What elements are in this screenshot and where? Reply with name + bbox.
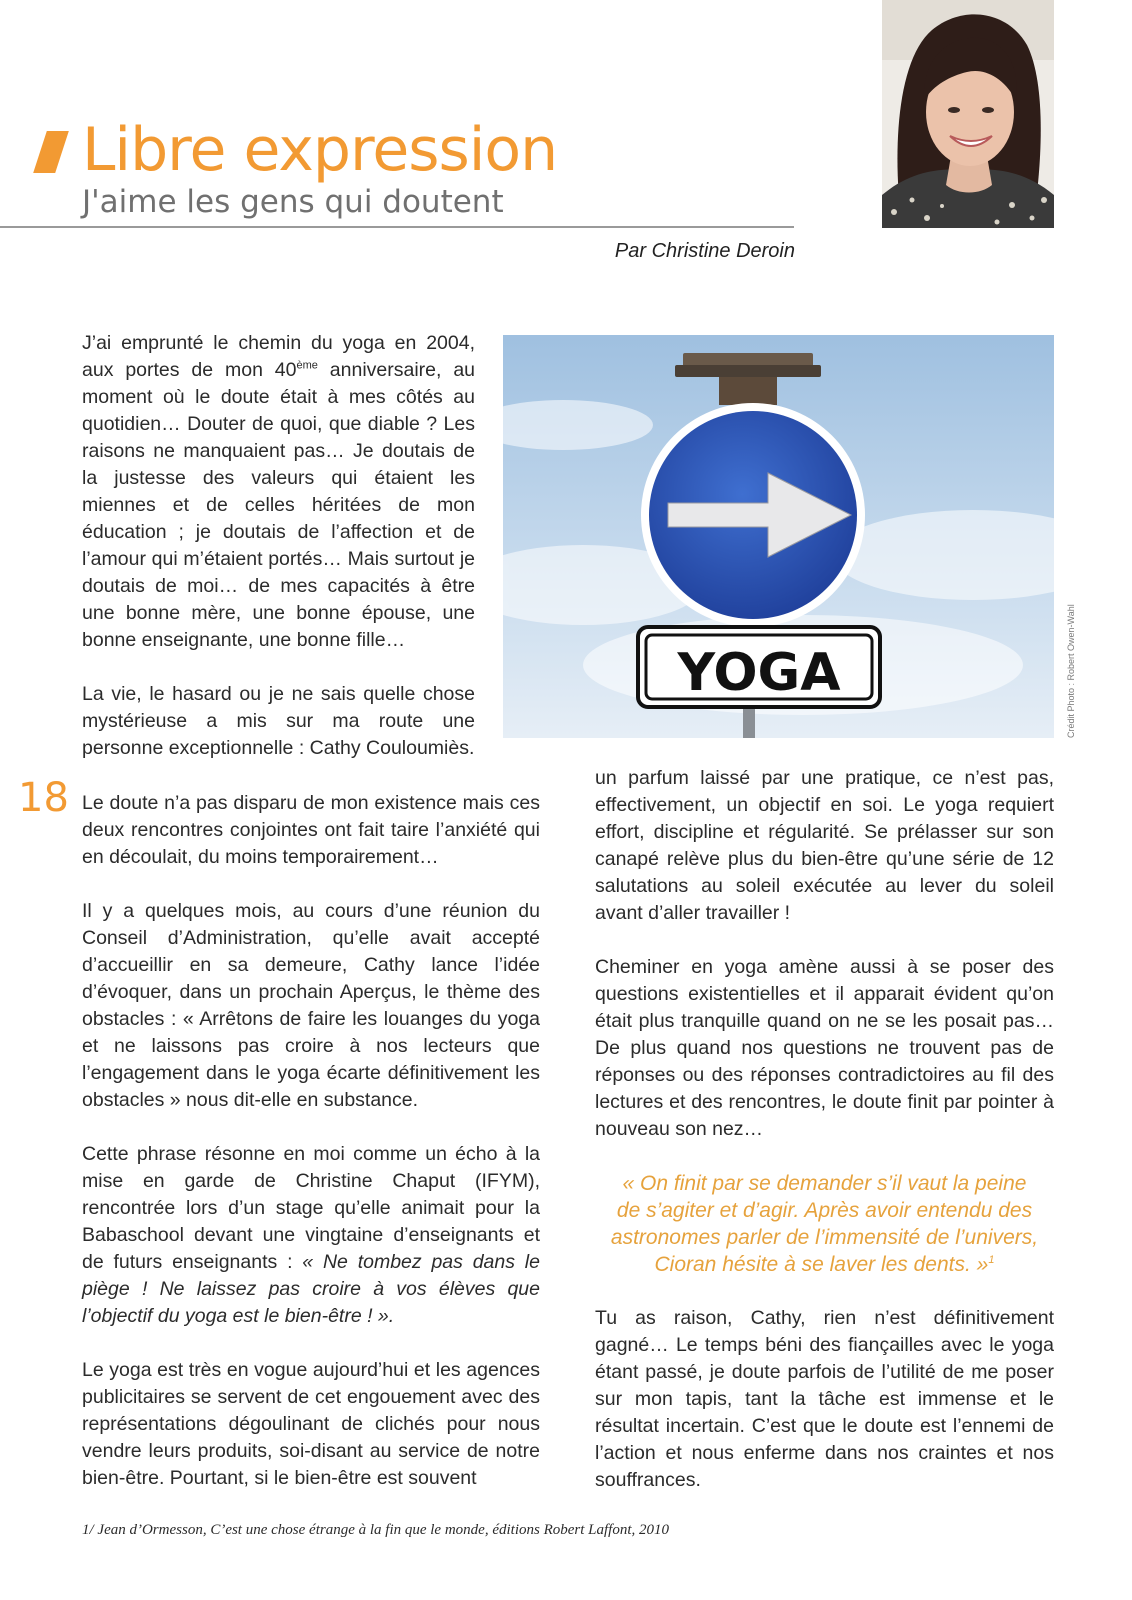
photo-credit xyxy=(1054,600,1076,740)
paragraph-5 xyxy=(82,1141,540,1330)
yoga-sign-text: YOGA xyxy=(677,643,841,703)
photo-credit-text: Crédit Photo : Robert Owen-Wahl xyxy=(1066,604,1076,738)
paragraph-3: Le doute n’a pas disparu de mon existence mais ces deux rencontres conjointes ont fait taire l’anxiété qui en découlait, du moins temporairement… xyxy=(82,792,540,868)
pull-quote xyxy=(595,1170,1054,1278)
paragraph-5-text: Cette phrase résonne en moi comme un écho à la mise en garde de Christine Chaput (IFYM), rencontrée lors d’un stage qu’elle animait pour la Babaschool devant une vingtaine d’enseignants et de futurs enseignants : xyxy=(82,1143,540,1273)
author-portrait xyxy=(882,0,1054,228)
paragraph-2: La vie, le hasard ou je ne sais quelle chose mystérieuse a mis sur ma route une personne exceptionnelle : Cathy Couloumiès. xyxy=(82,683,475,759)
paragraph-8: Cheminer en yoga amène aussi à se poser des questions existentielles et il apparait évident qu’on était plus tranquille quand on ne se les posait pas… De plus quand nos questions ne trouvent pas de réponses ou des réponses contradictoires au fil des lectures et des rencontres, le doute finit par pointer à nouveau son nez… xyxy=(595,956,1054,1140)
pull-quote-line-2: de s’agiter et d’agir. Après avoir entendu des xyxy=(616,1199,1033,1222)
page-title: Libre expression xyxy=(82,115,558,185)
yoga-sign-illustration xyxy=(503,335,1054,738)
page-subtitle: J'aime les gens qui doutent xyxy=(82,184,504,220)
author-byline: Par Christine Deroin xyxy=(614,240,795,262)
footnote: 1/ Jean d’Ormesson, C’est une chose étrange à la fin que le monde, éditions Robert Laffont, 2010 xyxy=(82,1522,669,1538)
article-column-2 xyxy=(595,765,1054,1494)
page-number: 18 xyxy=(18,775,69,821)
title-slash-mark xyxy=(33,131,69,173)
paragraph-4: Il y a quelques mois, au cours d’une réunion du Conseil d’Administration, qu’elle avait accepté d’accueillir en sa demeure, Cathy lance l’idée d’évoquer, dans un prochain Aperçus, le thème des obstacles : « Arrêtons de faire les louanges du yoga et ne laissons pas croire à nos lecteurs que l’engagement dans le yoga écarte définitivement les obstacles » nous dit-elle en substance. xyxy=(82,900,540,1111)
portrait-illustration xyxy=(882,0,1054,228)
paragraph-6: Le yoga est très en vogue aujourd’hui et les agences publicitaires se servent de cet engouement avec des représentations dégoulinant de clichés pour nous vendre leurs produits, soi-disant au service de notre bien-être. Pourtant, si le bien-être est souvent xyxy=(82,1359,540,1489)
ordinal-superscript: ème xyxy=(296,359,318,372)
header-divider xyxy=(0,226,794,228)
paragraph-9: Tu as raison, Cathy, rien n’est définitivement gagné… Le temps béni des fiançailles avec le yoga étant passé, je doute parfois de l’utilité de me poser sur mon tapis, tant la tâche est immense et le résultat incertain. C’est que le doute est l’ennemi de l’action et nous enferme dans nos craintes et nos souffrances. xyxy=(595,1307,1054,1491)
pull-quote-line-3: astronomes parler de l’immensité de l’univers, xyxy=(610,1226,1039,1249)
footnote-ref: 1 xyxy=(988,1254,995,1266)
article-column-1-bottom xyxy=(82,790,540,1519)
article-column-1-top xyxy=(82,330,475,789)
pull-quote-line-4: Cioran hésite à se laver les dents. » xyxy=(654,1253,989,1276)
paragraph-7: un parfum laissé par une pratique, ce n’est pas, effectivement, un objectif en soi. Le yoga requiert effort, discipline et régularité. Se prélasser sur son canapé relève plus du bien-être qu’une série de 12 salutations au soleil exécutée au lever du soleil avant d’aller travailler ! xyxy=(595,767,1054,924)
paragraph-1-text-cont: anniversaire, au moment où le doute était à mes côtés au quotidien… Douter de quoi, que diable ? Les raisons ne manquaient pas… Je doutais de la justesse des valeurs qui étaient les miennes et de celles héritées de mon éducation ; je doutais de l’affection et de l’amour qui m’étaient portés… Mais surtout je doutais de moi… de mes capacités à être une bonne mère, une bonne épouse, une bonne enseignante, une bonne fille… xyxy=(82,359,476,651)
pull-quote-line-1: « On finit par se demander s’il vaut la peine xyxy=(622,1172,1027,1195)
paragraph-5-quote: « Ne tombez pas dans le piège ! Ne laissez pas croire à vos élèves que l’objectif du yoga est le bien-être ! ». xyxy=(82,1251,540,1327)
yoga-sign-photo xyxy=(503,335,1054,738)
paragraph-1-text: J’ai emprunté le chemin du yoga en 2004, aux portes de mon 40 xyxy=(82,332,475,381)
paragraph-1 xyxy=(82,330,475,654)
